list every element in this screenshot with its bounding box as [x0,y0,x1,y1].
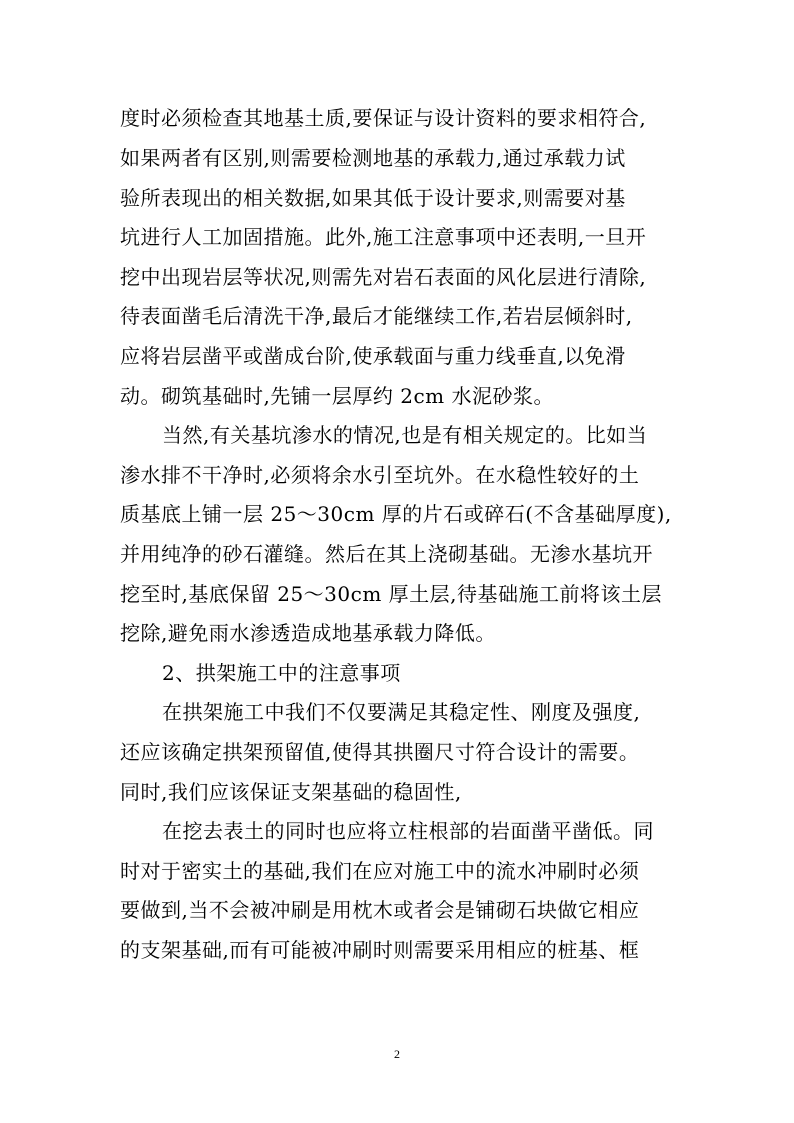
page-number: 2 [394,1047,400,1061]
section-heading: 2、拱架施工中的注意事项 [162,661,401,685]
body-text-line: 动。砌筑基础时,先铺一层厚约 2cm 水泥砂浆。 [120,384,554,408]
body-text-line: 质基底上铺一层 25～30cm 厚的片石或碎石(不含基础厚度), [120,502,672,526]
paragraph-first-line: 在挖去表土的同时也应将立柱根部的岩面凿平凿低。同 [162,819,654,843]
body-text-line: 的支架基础,而有可能被冲刷时则需要采用相应的桩基、框 [120,938,640,962]
body-text-line: 挖除,避免雨水渗透造成地基承载力降低。 [120,621,496,645]
body-text-line: 还应该确定拱架预留值,使得其拱圈尺寸符合设计的需要。 [120,740,640,764]
body-text-line: 验所表现出的相关数据,如果其低于设计要求,则需要对基 [120,186,626,210]
body-text-line: 并用纯净的砂石灌缝。然后在其上浇砌基础。无渗水基坑开 [120,542,653,566]
body-text-line: 应将岩层凿平或凿成台阶,使承载面与重力线垂直,以免滑 [120,344,626,368]
paragraph-first-line: 在拱架施工中我们不仅要满足其稳定性、刚度及强度, [162,700,641,724]
body-text-line: 度时必须检查其地基土质,要保证与设计资料的要求相符合, [120,106,647,130]
body-text-line: 要做到,当不会被冲刷是用枕木或者会是铺砌石块做它相应 [120,898,640,922]
body-text-line: 如果两者有区别,则需要检测地基的承载力,通过承载力试 [120,146,626,170]
body-text-line: 渗水排不干净时,必须将余水引至坑外。在水稳性较好的土 [120,463,640,487]
body-text-line: 挖至时,基底保留 25～30cm 厚土层,待基础施工前将该土层 [120,582,662,606]
body-text-line: 挖中出现岩层等状况,则需先对岩石表面的风化层进行清除, [120,265,647,289]
body-text-line: 时对于密实土的基础,我们在应对施工中的流水冲刷时必须 [120,859,640,883]
body-text-line: 坑进行人工加固措施。此外,施工注意事项中还表明,一旦开 [120,225,647,249]
paragraph-first-line: 当然,有关基坑渗水的情况,也是有相关规定的。比如当 [162,423,648,447]
body-text-line: 同时,我们应该保证支架基础的稳固性, [120,780,462,804]
body-text-line: 待表面凿毛后清洗干净,最后才能继续工作,若岩层倾斜时, [120,304,633,328]
